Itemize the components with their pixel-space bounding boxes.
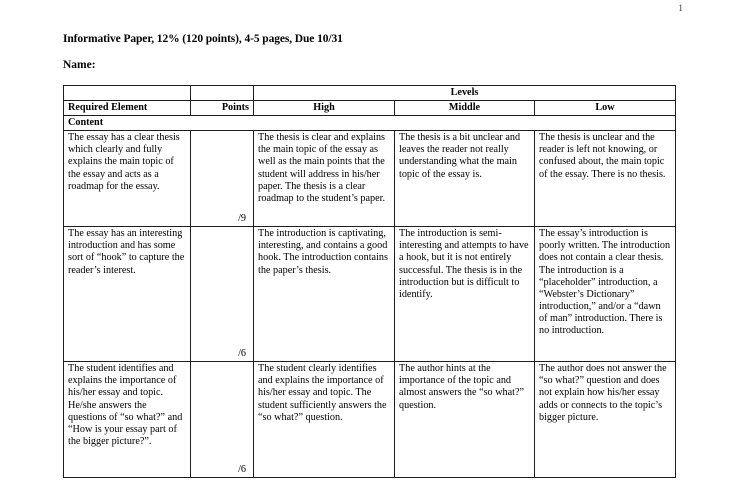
- cell-points: [191, 362, 254, 478]
- table-header-row: [64, 101, 676, 116]
- cell-text: The thesis is clear and explains the main topic of the essay as well as the main points that the student will address in his/her paper. The thesis is a clear roadmap to the student’s paper.: [258, 132, 386, 204]
- page-number: 1: [678, 4, 683, 14]
- cell-points: [191, 131, 254, 227]
- column-header-high: High: [254, 101, 395, 116]
- column-header-middle: Middle: [395, 101, 535, 116]
- section-label-content: Content: [64, 116, 676, 131]
- cell-text: The essay’s introduction is poorly written. The introduction does not contain a clear thesis. The introduction is a “placeholder” introduction, a “Webster’s Dictionary” introduction,” and/or a “dawn of man” introduction. There is no introduction.: [539, 228, 671, 337]
- cell-level-middle: [395, 131, 535, 227]
- page-title: Informative Paper, 12% (120 points), 4-5 pages, Due 10/31: [63, 33, 343, 45]
- cell-text: The thesis is unclear and the reader is left not knowing, or confused about, the main topic of the essay. There is no thesis.: [539, 132, 666, 180]
- cell-level-low: [535, 131, 676, 227]
- table-row: [64, 227, 676, 362]
- cell-text: The author hints at the importance of the topic and almost answers the “so what?” question.: [399, 363, 525, 411]
- cell-level-high: [254, 362, 395, 478]
- section-header-row-content: [64, 116, 676, 131]
- cell-required-element: [64, 131, 191, 227]
- table-group-header-row: [64, 86, 676, 101]
- column-header-points: Points: [191, 101, 254, 116]
- cell-points: [191, 227, 254, 362]
- cell-level-high: [254, 227, 395, 362]
- cell-level-high: [254, 131, 395, 227]
- group-header-spacer-element: [64, 86, 191, 101]
- group-header-levels: Levels: [254, 86, 676, 101]
- points-value: /9: [238, 213, 246, 225]
- cell-level-low: [535, 227, 676, 362]
- column-header-required-element: Required Element: [64, 101, 191, 116]
- cell-level-low: [535, 362, 676, 478]
- column-header-low: Low: [535, 101, 676, 116]
- points-value: /6: [238, 464, 246, 476]
- cell-text: The essay has a clear thesis which clearly and fully explains the main topic of the essay and acts as a roadmap for the essay.: [68, 132, 180, 192]
- group-header-spacer-points: [191, 86, 254, 101]
- cell-text: The essay has an interesting introduction and has some sort of “hook” to capture the reader’s interest.: [68, 228, 185, 276]
- cell-text: The thesis is a bit unclear and leaves the reader not really understanding what the main topic of the essay is.: [399, 132, 521, 180]
- cell-level-middle: [395, 227, 535, 362]
- rubric-table: [63, 85, 676, 478]
- cell-text: The student clearly identifies and explains the importance of his/her essay and topic. The student sufficiently answers the “so what?” question.: [258, 363, 387, 423]
- cell-text: The author does not answer the “so what?” question and does not explain how his/her essay adds or connects to the topic’s bigger picture.: [539, 363, 667, 423]
- table-row: [64, 131, 676, 227]
- points-value: /6: [238, 348, 246, 360]
- cell-text: The introduction is captivating, interesting, and contains a good hook. The introduction contains the paper’s thesis.: [258, 228, 388, 276]
- cell-required-element: [64, 362, 191, 478]
- cell-text: The student identifies and explains the importance of his/her essay and topic. He/she answers the questions of “so what?” and “How is your essay part of the bigger picture?”.: [68, 363, 183, 447]
- cell-level-middle: [395, 362, 535, 478]
- name-field-label: Name:: [63, 59, 96, 71]
- cell-text: The introduction is semi-interesting and attempts to have a hook, but it is not entirely successful. The thesis is in the introduction but is difficult to identify.: [399, 228, 529, 300]
- cell-required-element: [64, 227, 191, 362]
- table-row: [64, 362, 676, 478]
